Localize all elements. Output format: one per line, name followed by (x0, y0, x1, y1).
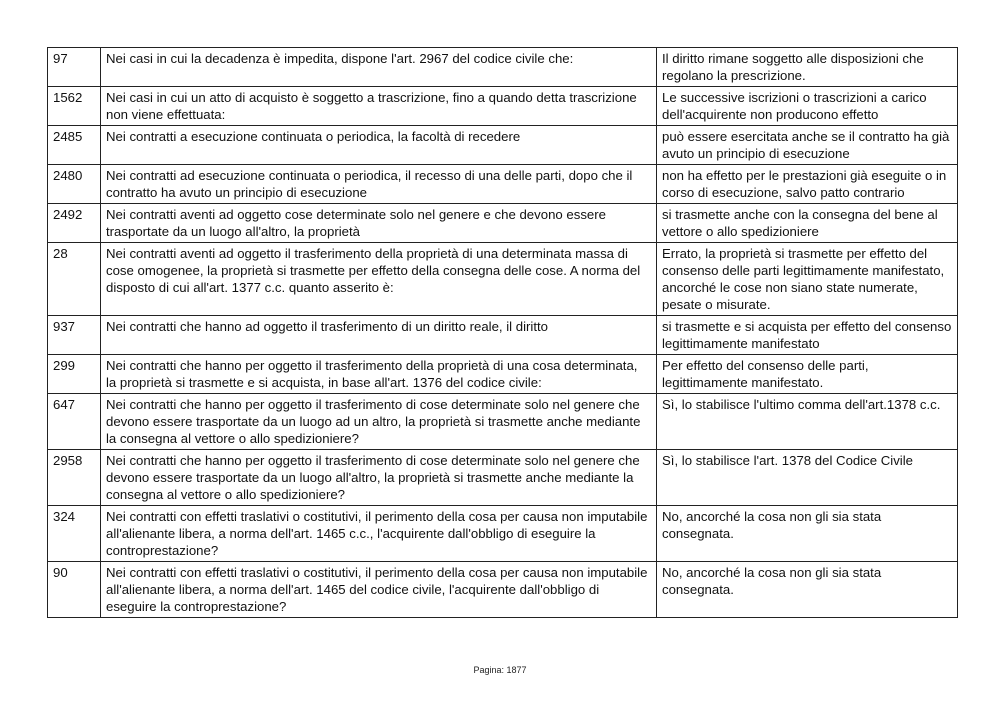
row-id-cell: 28 (48, 243, 101, 316)
question-cell: Nei contratti con effetti traslativi o costitutivi, il perimento della cosa per causa non imputabile all'alienante libera, a norma dell'art. 1465 del codice civile, l'acquirente dall'obbligo di eseguire la controprestazione? (101, 562, 657, 618)
question-cell: Nei contratti con effetti traslativi o costitutivi, il perimento della cosa per causa non imputabile all'alienante libera, a norma dell'art. 1465 c.c., l'acquirente dall'obbligo di eseguire la controprestazione? (101, 506, 657, 562)
row-id-cell: 324 (48, 506, 101, 562)
table-row (48, 243, 958, 316)
row-id-cell: 97 (48, 48, 101, 87)
table-row (48, 126, 958, 165)
question-cell: Nei casi in cui la decadenza è impedita, dispone l'art. 2967 del codice civile che: (101, 48, 657, 87)
table-row (48, 87, 958, 126)
question-cell: Nei contratti che hanno per oggetto il trasferimento della proprietà di una cosa determinata, la proprietà si trasmette e si acquista, in base all'art. 1376 del codice civile: (101, 355, 657, 394)
answer-cell: può essere esercitata anche se il contratto ha già avuto un principio di esecuzione (657, 126, 958, 165)
row-id-cell: 2480 (48, 165, 101, 204)
question-cell: Nei contratti ad esecuzione continuata o periodica, il recesso di una delle parti, dopo che il contratto ha avuto un principio di esecuzione (101, 165, 657, 204)
answer-cell: si trasmette anche con la consegna del bene al vettore o allo spedizioniere (657, 204, 958, 243)
table-row (48, 355, 958, 394)
table-row (48, 562, 958, 618)
answer-cell: non ha effetto per le prestazioni già eseguite o in corso di esecuzione, salvo patto contrario (657, 165, 958, 204)
question-cell: Nei contratti che hanno per oggetto il trasferimento di cose determinate solo nel genere che devono essere trasportate da un luogo ad un altro, la proprietà si trasmette anche mediante la consegna al vettore o allo spedizioniere? (101, 394, 657, 450)
row-id-cell: 647 (48, 394, 101, 450)
table-row (48, 48, 958, 87)
answer-cell: Le successive iscrizioni o trascrizioni a carico dell'acquirente non producono effetto (657, 87, 958, 126)
answer-cell: Errato, la proprietà si trasmette per effetto del consenso delle parti legittimamente manifestato, ancorché le cose non siano state numerate, pesate o misurate. (657, 243, 958, 316)
answer-cell: No, ancorché la cosa non gli sia stata consegnata. (657, 562, 958, 618)
question-cell: Nei contratti a esecuzione continuata o periodica, la facoltà di recedere (101, 126, 657, 165)
qa-table (47, 47, 958, 618)
answer-cell: Per effetto del consenso delle parti, legittimamente manifestato. (657, 355, 958, 394)
table-row (48, 394, 958, 450)
answer-cell: Sì, lo stabilisce l'ultimo comma dell'art.1378 c.c. (657, 394, 958, 450)
row-id-cell: 2485 (48, 126, 101, 165)
table-row (48, 316, 958, 355)
answer-cell: No, ancorché la cosa non gli sia stata consegnata. (657, 506, 958, 562)
row-id-cell: 90 (48, 562, 101, 618)
table-row (48, 165, 958, 204)
page-number: Pagina: 1877 (473, 665, 527, 675)
answer-cell: Il diritto rimane soggetto alle disposizioni che regolano la prescrizione. (657, 48, 958, 87)
answer-cell: Sì, lo stabilisce l'art. 1378 del Codice Civile (657, 450, 958, 506)
table-row (48, 204, 958, 243)
question-cell: Nei contratti che hanno per oggetto il trasferimento di cose determinate solo nel genere che devono essere trasportate da un luogo all'altro, la proprietà si trasmette anche mediante la consegna al vettore o allo spedizioniere? (101, 450, 657, 506)
question-cell: Nei contratti aventi ad oggetto cose determinate solo nel genere e che devono essere trasportate da un luogo all'altro, la proprietà (101, 204, 657, 243)
row-id-cell: 1562 (48, 87, 101, 126)
table-row (48, 506, 958, 562)
question-cell: Nei contratti aventi ad oggetto il trasferimento della proprietà di una determinata massa di cose omogenee, la proprietà si trasmette per effetto della consegna delle cose. A norma del disposto di cui all'art. 1377 c.c. quanto asserito è: (101, 243, 657, 316)
question-cell: Nei contratti che hanno ad oggetto il trasferimento di un diritto reale, il diritto (101, 316, 657, 355)
row-id-cell: 2492 (48, 204, 101, 243)
qa-table-body (48, 48, 958, 618)
row-id-cell: 299 (48, 355, 101, 394)
question-cell: Nei casi in cui un atto di acquisto è soggetto a trascrizione, fino a quando detta trascrizione non viene effettuata: (101, 87, 657, 126)
table-row (48, 450, 958, 506)
answer-cell: si trasmette e si acquista per effetto del consenso legittimamente manifestato (657, 316, 958, 355)
row-id-cell: 2958 (48, 450, 101, 506)
row-id-cell: 937 (48, 316, 101, 355)
